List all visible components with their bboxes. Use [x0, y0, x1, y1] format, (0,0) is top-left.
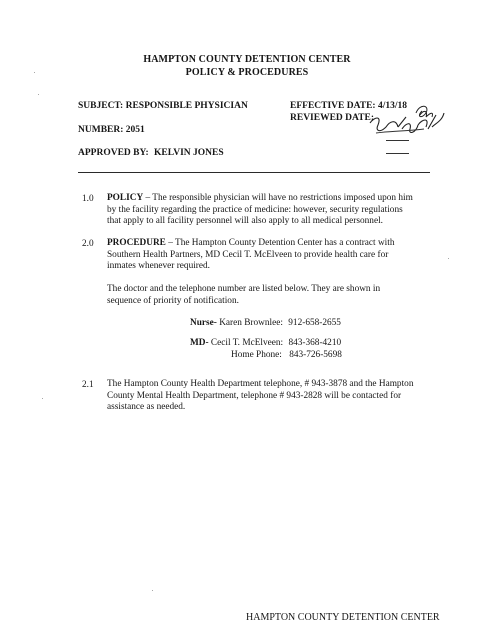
handwritten-signature — [360, 99, 450, 144]
number-line — [78, 125, 145, 135]
nurse-name: Karen Brownlee: — [219, 318, 283, 328]
header-divider — [78, 172, 430, 173]
procedure-section — [107, 238, 437, 273]
subject-value: RESPONSIBLE PHYSICIAN — [125, 101, 248, 111]
nurse-phone: 912-658-2655 — [288, 318, 341, 328]
section-number: 2.0 — [82, 239, 94, 249]
subject-line — [78, 101, 248, 111]
approved-value: KELVIN JONES — [154, 148, 224, 158]
procedure-heading: PROCEDURE — [107, 238, 166, 248]
md-phone: 843-368-4210 — [288, 338, 342, 348]
nurse-contact — [190, 318, 341, 330]
dash-mark — [386, 140, 409, 141]
md-contact — [190, 338, 341, 350]
document-subtitle: POLICY & PROCEDURES — [185, 67, 309, 78]
scan-speck — [42, 398, 43, 399]
number-value: 2051 — [125, 125, 145, 135]
document-title: HAMPTON COUNTY DETENTION CENTER — [143, 54, 351, 65]
note-line-1: The doctor and the telephone number are listed below. They are shown in — [107, 284, 381, 294]
footer-text: HAMPTON COUNTY DETENTION CENTER — [246, 612, 440, 623]
note-line-2: sequence of priority of notification. — [107, 295, 239, 306]
home-phone-number: 843-726-5698 — [289, 350, 342, 360]
approved-line — [78, 148, 224, 158]
reviewed-date-label: REVIEWED DATE: — [290, 113, 375, 123]
health-line-3: assistance as needed. — [107, 402, 186, 413]
home-phone-label: Home Phone: — [231, 350, 282, 360]
policy-section — [107, 193, 437, 228]
procedure-line-1 — [107, 238, 437, 250]
policy-line-1 — [107, 193, 437, 205]
subject-label: SUBJECT: — [78, 101, 124, 111]
home-phone-contact — [231, 350, 342, 362]
scan-speck — [448, 258, 449, 259]
policy-line-3: that apply to all facility personnel will also apply to all medical personnel. — [107, 216, 383, 227]
scan-speck — [38, 94, 39, 95]
scan-speck — [152, 590, 153, 591]
health-department-section — [107, 379, 442, 414]
md-label: MD- — [190, 338, 209, 348]
procedure-line-3: inmates whenever required. — [107, 261, 210, 272]
nurse-label: Nurse- — [190, 318, 217, 328]
policy-line-2: by the facility regarding the practice of medicine: however, security regulations — [107, 204, 403, 215]
md-name: Cecil T. McElveen: — [210, 338, 284, 348]
procedure-text: – The Hampton County Detention Center has a contract with — [168, 238, 395, 248]
procedure-line-2: Southern Health Partners, MD Cecil T. McElveen to provide health care for — [107, 249, 389, 260]
policy-heading: POLICY — [107, 193, 144, 203]
section-number: 1.0 — [82, 194, 94, 204]
dash-mark — [386, 153, 409, 154]
effective-date-value: 4/13/18 — [377, 101, 408, 111]
number-label: NUMBER: — [78, 125, 124, 135]
effective-date-label: EFFECTIVE DATE: — [290, 101, 376, 111]
contacts-note — [107, 284, 437, 307]
section-number: 2.1 — [82, 380, 94, 390]
health-line-1: The Hampton County Health Department telephone, # 943-3878 and the Hampton — [107, 379, 414, 389]
health-line-2: County Mental Health Department, telephone # 943-2828 will be contacted for — [107, 390, 402, 401]
policy-text: – The responsible physician will have no restrictions imposed upon him — [145, 193, 413, 203]
approved-label: APPROVED BY: — [78, 148, 149, 158]
